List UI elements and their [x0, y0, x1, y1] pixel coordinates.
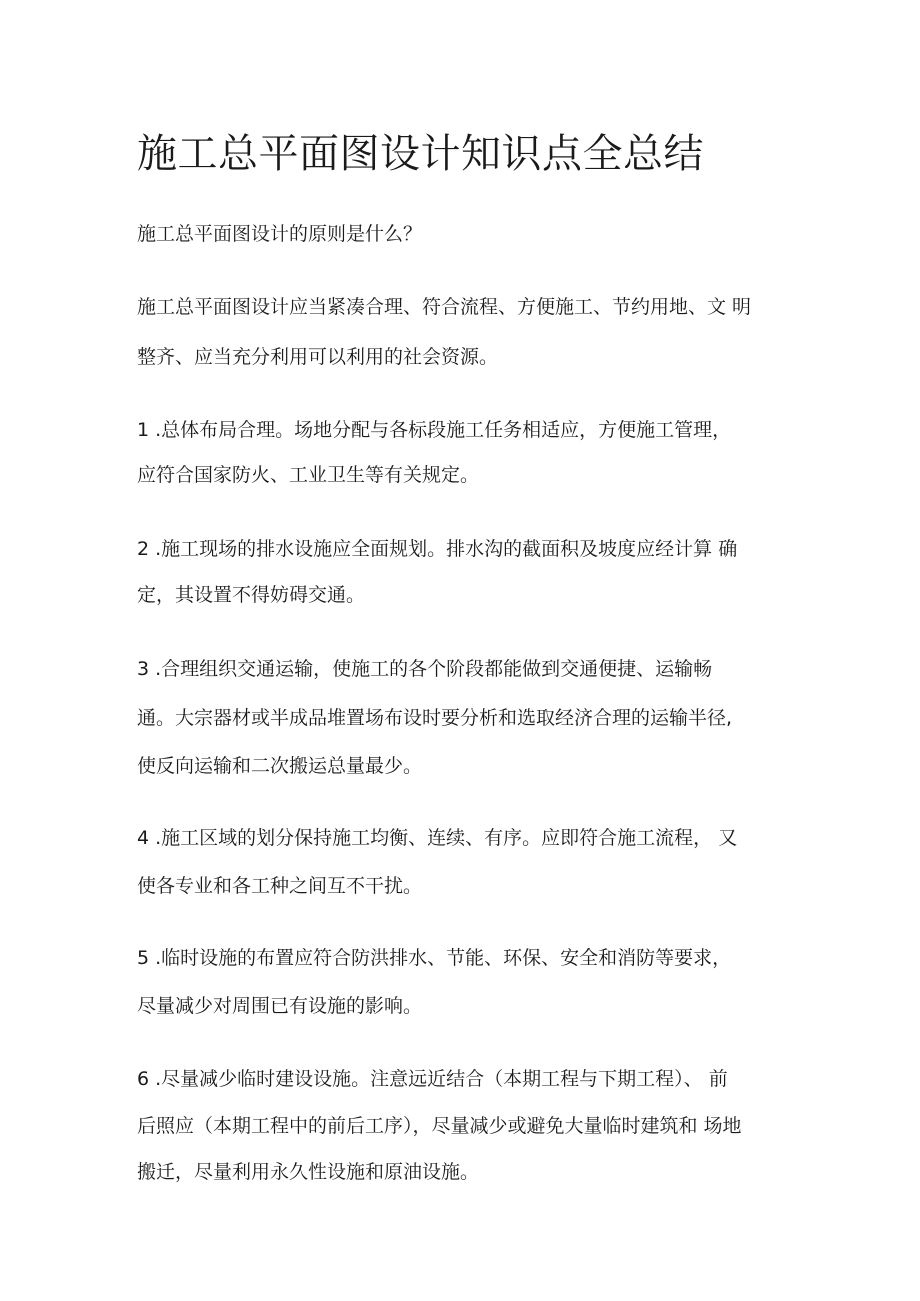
document-title: 施工总平面图设计知识点全总结 — [137, 131, 704, 177]
item-6-line-2: 后照应（本期工程中的前后工序），尽量减少或避免大量临时建筑和 场地 — [137, 1115, 742, 1137]
intro-line-2: 整齐、应当充分利用可以利用的社会资源。 — [137, 346, 499, 368]
item-3-line-1: 3 .合理组织交通运输，使施工的各个阶段都能做到交通便捷、运输畅 — [137, 658, 713, 680]
item-4-line-1: 4 .施工区域的划分保持施工均衡、连续、有序。应即符合施工流程， 又 — [137, 827, 738, 849]
item-5-line-2: 尽量减少对周围已有设施的影响。 — [137, 995, 423, 1017]
item-4-line-2: 使各专业和各工种之间互不干扰。 — [137, 875, 423, 897]
item-1-line-2: 应符合国家防火、工业卫生等有关规定。 — [137, 464, 480, 486]
item-3-line-3: 使反向运输和二次搬运总量最少。 — [137, 755, 423, 777]
item-1-line-1: 1 .总体布局合理。场地分配与各标段施工任务相适应，方便施工管理， — [137, 419, 732, 441]
intro-line-1: 施工总平面图设计应当紧凑合理、符合流程、方便施工、节约用地、文 明 — [137, 296, 752, 318]
item-2-line-1: 2 .施工现场的排水设施应全面规划。排水沟的截面积及坡度应经计算 确 — [137, 538, 738, 560]
item-6-line-1: 6 .尽量减少临时建设设施。注意远近结合（本期工程与下期工程）、 前 — [137, 1068, 728, 1090]
question-heading: 施工总平面图设计的原则是什么？ — [137, 223, 423, 245]
item-6-line-3: 搬迁，尽量利用永久性设施和原油设施。 — [137, 1161, 480, 1183]
item-3-line-2: 通。大宗器材或半成品堆置场布设时要分析和选取经济合理的运输半径, — [137, 707, 733, 729]
item-5-line-1: 5 .临时设施的布置应符合防洪排水、节能、环保、安全和消防等要求， — [137, 947, 732, 969]
item-2-line-2: 定，其设置不得妨碍交通。 — [137, 584, 366, 606]
